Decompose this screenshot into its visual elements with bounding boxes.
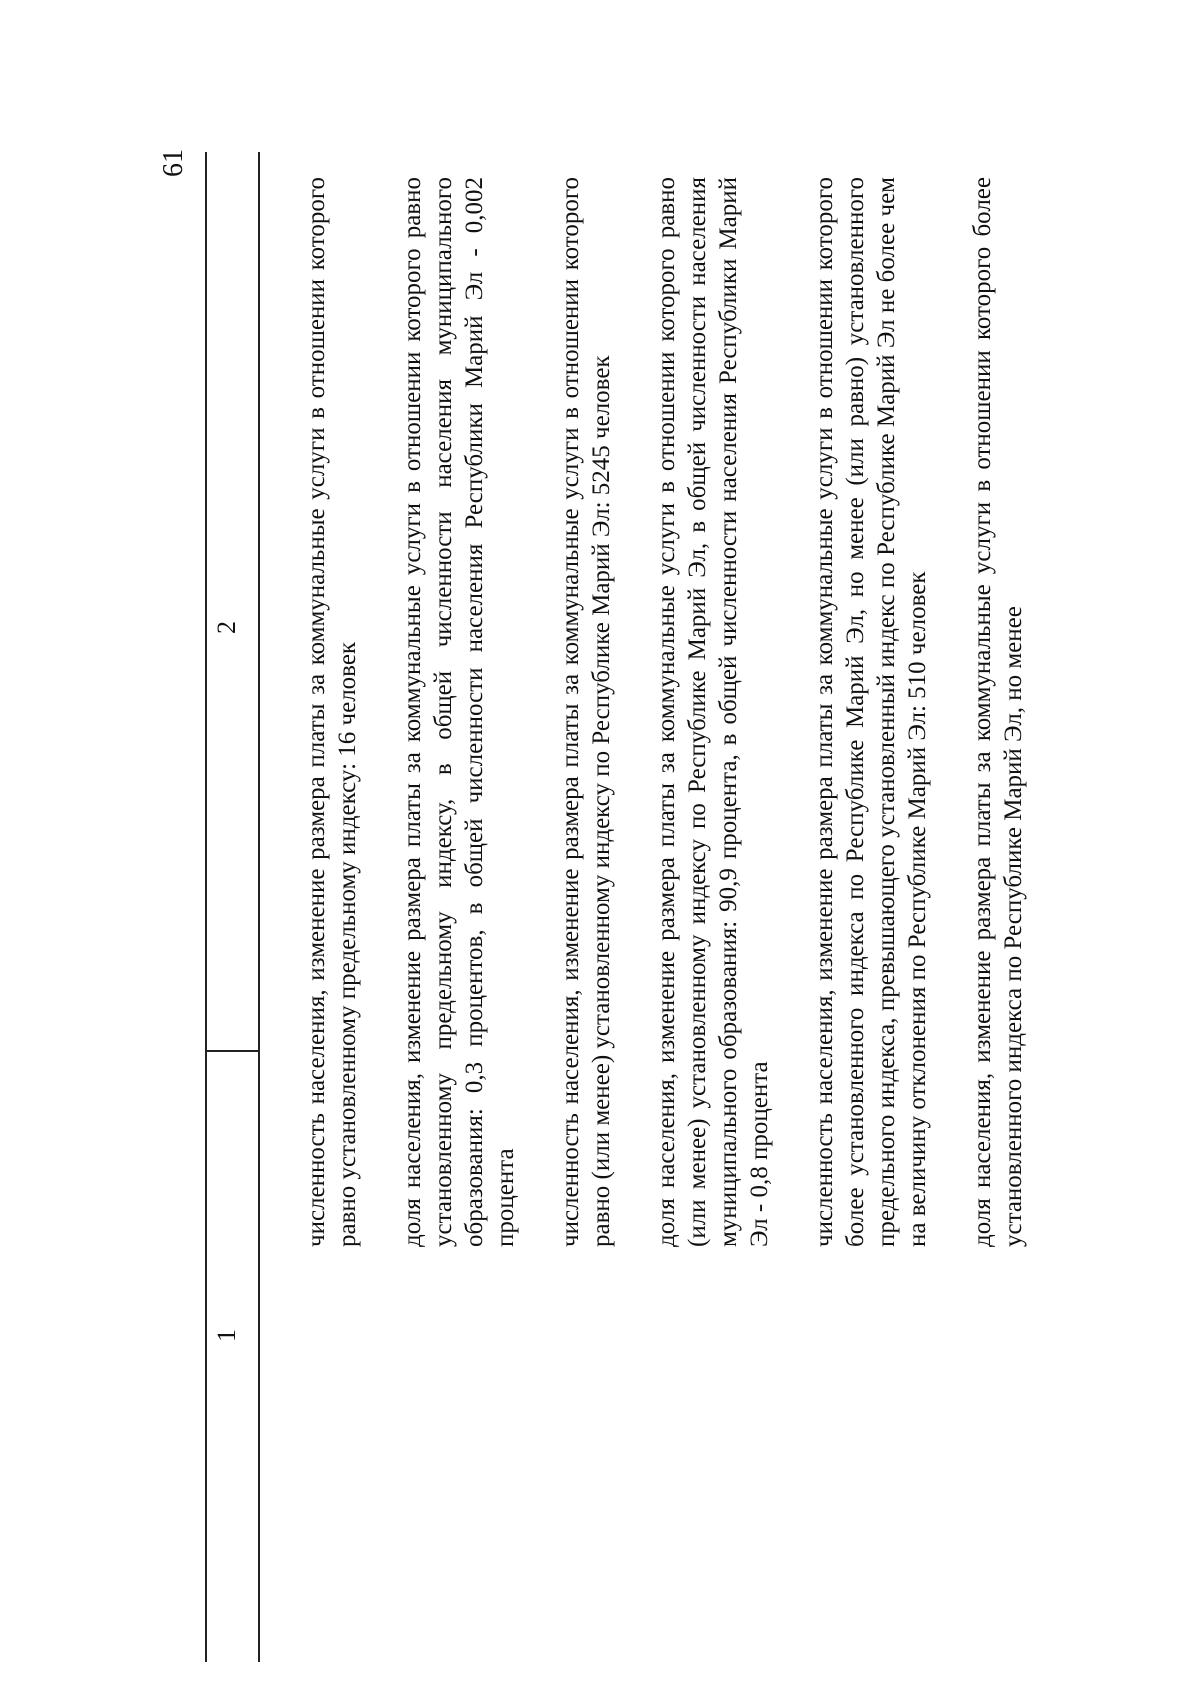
page-number: 61	[158, 149, 189, 177]
table-entry: доля населения, изменение размера платы за коммунальные услуги в отношении которого равно установленному предельному индексу, в общей численности населения муниципального образования: 0,3 процентов, в общей численности населения Республики Марий Эл - 0,002 процента	[399, 177, 519, 1247]
table-header-border	[258, 152, 260, 1662]
column-header-1: 1	[212, 1329, 241, 1342]
column-header-2: 2	[212, 621, 241, 634]
table-entry: доля населения, изменение размера платы за коммунальные услуги в отношении которого более установленного индекса по Республике Марий Эл, но менее	[969, 177, 1027, 1247]
table-top-border	[205, 152, 207, 1662]
table-entry: численность населения, изменение размера платы за коммунальные услуги в отношении которого равно установленному предельному индексу: 16 человек	[303, 177, 361, 1247]
column-divider	[205, 1050, 258, 1052]
table-entry: доля населения, изменение размера платы за коммунальные услуги в отношении которого равно (или менее) установленному индексу по Республике Марий Эл, в общей численности населения муниципального образования: 90,9 процента, в общей численности населения Республики Марий Эл - 0,8 процента	[653, 177, 773, 1247]
table-entry: численность населения, изменение размера платы за коммунальные услуги в отношении которого равно (или менее) установленному индексу по Республике Марий Эл: 5245 человек	[557, 177, 615, 1247]
table-body-column-2	[276, 177, 1029, 1247]
table-entry: численность населения, изменение размера платы за коммунальные услуги в отношении которого более установленного индекса по Республике Марий Эл, но менее (или равно) установленного предельного индекса, превышающего установленный индекс по Республике Марий Эл не более чем на величину отклонения по Республике Марий Эл: 510 человек	[811, 177, 931, 1247]
